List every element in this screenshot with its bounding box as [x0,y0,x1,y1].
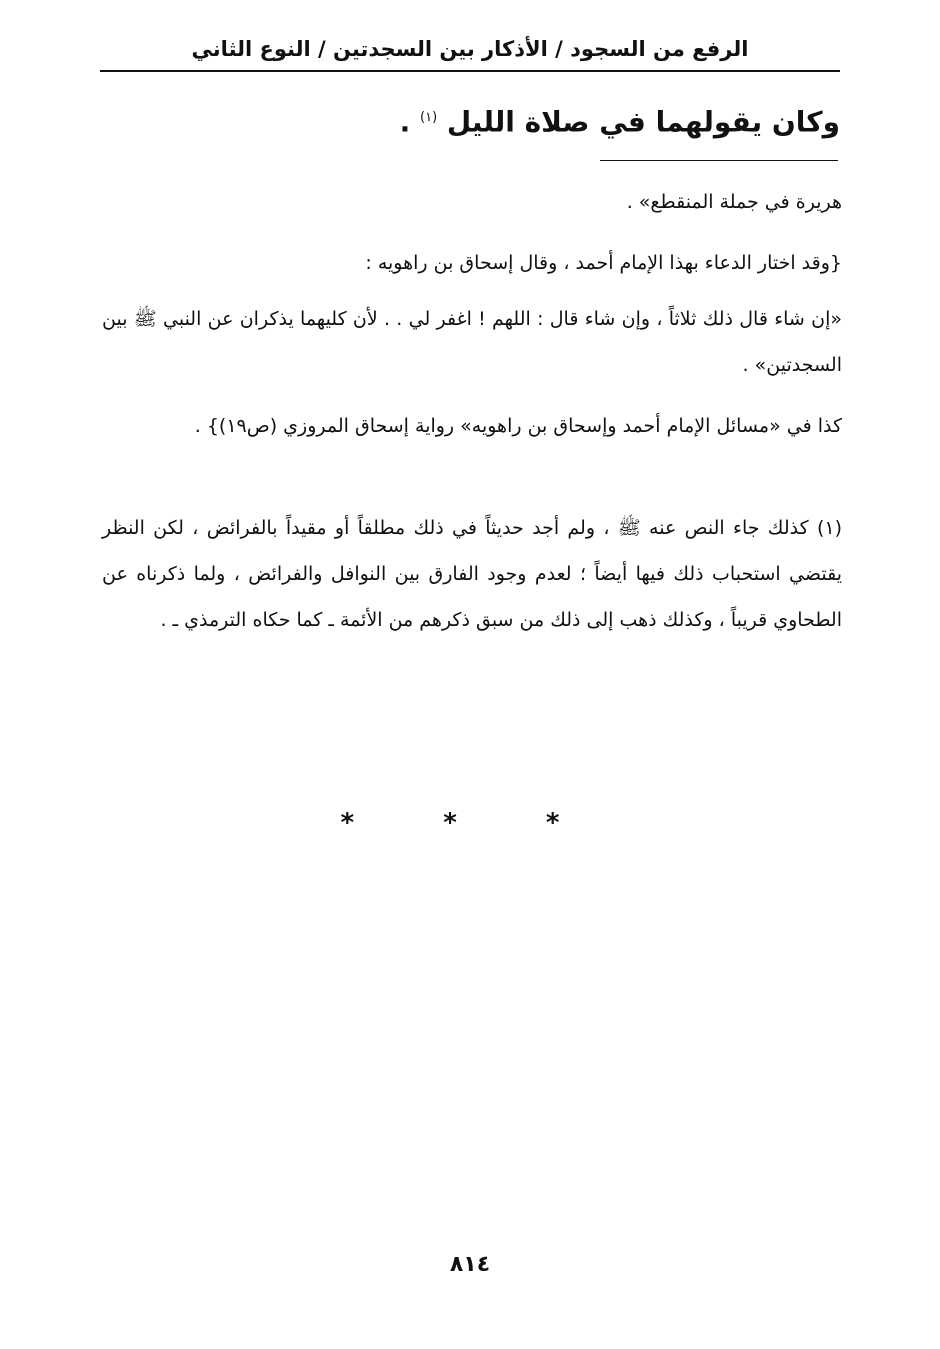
footnote-1: (١) كذلك جاء النص عنه ﷺ ، ولم أجد حديثاً في ذلك مطلقاً أو مقيداً بالفرائض ، لكن النظر يقتضي استحباب ذلك فيها أيضاً ؛ لعدم وجود الفارق بين النوافل والفرائض ، ولما ذكرناه عن الطحاوي قريباً ، وكذلك ذهب إلى ذلك من سبق ذكرهم من الأئمة ـ كما حكاه الترمذي ـ . [102,517,842,631]
main-end-punctuation: . [399,105,411,139]
running-header: الرفع من السجود / الأذكار بين السجدتين / النوع الثاني [191,37,749,61]
footnote-separator-rule [600,160,838,161]
header-rule [100,70,840,72]
footnote-continuation: هريرة في جملة المنقطع» . [626,191,842,213]
page-number: ٨١٤ [449,1252,491,1277]
section-separator-stars: * * * [340,808,600,838]
footnote-ishaq-intro: {وقد اختار الدعاء بهذا الإمام أحمد ، وقال إسحاق بن راهويه : [365,252,842,274]
main-text-line [100,96,840,144]
footnote-ishaq-quote: «إن شاء قال ذلك ثلاثاً ، وإن شاء قال : اللهم ! اغفر لي . . لأن كليهما يذكران عن النبي ﷺ بين السجدتين» . [102,308,842,376]
footnote-reference: (١) [420,110,438,125]
main-text: وكان يقولهما في صلاة الليل [446,105,840,139]
footnote-source-citation: كذا في «مسائل الإمام أحمد وإسحاق بن راهويه» رواية إسحاق المروزي (ص١٩)} . [194,415,842,437]
